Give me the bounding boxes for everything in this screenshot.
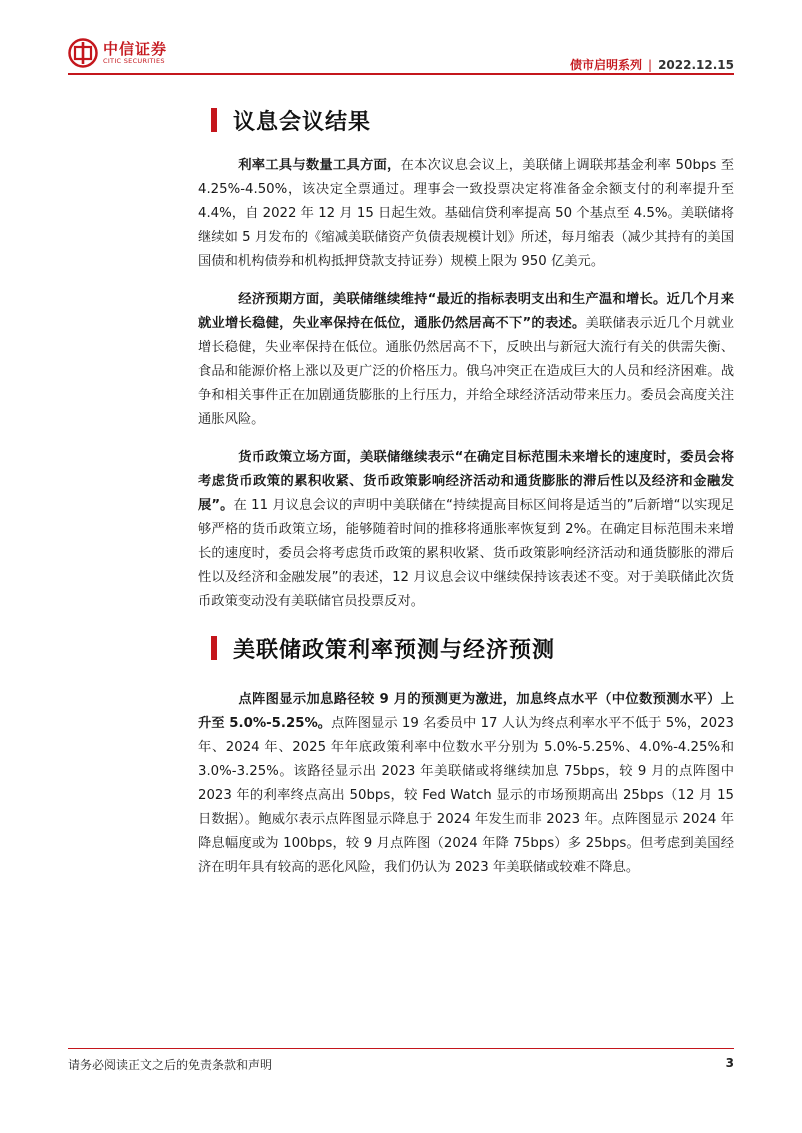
paragraph-text: 美联储表示近几个月就业增长稳健，失业率保持在低位。通胀仍然居高不下，反映出与新冠大流行有关的供需失衡、食品和能源价格上涨以及更广泛的价格压力。俄乌冲突正在造成巨大的人员和经济困难。战争和相关事件正在加剧通货膨胀的上行压力，并给全球经济活动带来压力。委员会高度关注通胀风险。 <box>198 316 734 427</box>
section-marker <box>211 636 217 660</box>
page-number: 3 <box>725 1056 734 1070</box>
paragraph-rate-tools <box>68 154 734 274</box>
footer-divider <box>68 1048 734 1049</box>
header-separator: | <box>648 57 653 72</box>
citic-logo-icon <box>68 38 98 68</box>
paragraph-text: 在 11 月议息会议的声明中美联储在“持续提高目标区间将是适当的”后新增“以实现足够严格的货币政策立场，能够随着时间的推移将通胀率恢复到 2%。在确定目标范围未来增长的速度时，委员会将考虑货币政策的累积收紧、货币政策影响经济活动和通货膨胀的滞后性以及经济和金融发展”的表述，12 月议息会议中继续保持该表述不变。对于美联储此次货币政策变动没有美联储官员投票反对。 <box>198 498 734 609</box>
paragraph-policy-stance <box>68 446 734 614</box>
paragraph-dot-plot <box>68 688 734 880</box>
section-title: 议息会议结果 <box>233 109 372 135</box>
header-divider <box>68 73 734 75</box>
paragraph-text: 在本次议息会议上，美联储上调联邦基金利率 50bps 至 4.25%-4.50%，该决定全票通过。理事会一致投票决定将准备金余额支付的利率提升至 4.4%，自 2022 年 12 月 15 日起生效。基础信贷利率提高 50 个基点至 4.5%。美联储将继续如 5 月发布的《缩减美联储资产负债表规模计划》所述，每月缩表（减少其持有的美国国债和机构债券和机构抵押贷款支持证券）规模上限为 950 亿美元。 <box>198 158 735 269</box>
report-date: 2022.12.15 <box>658 57 734 72</box>
paragraph-lead: 利率工具与数量工具方面， <box>238 158 401 173</box>
citic-logo <box>68 38 167 68</box>
page-header <box>0 0 802 82</box>
logo-english-name: CITIC SECURITIES <box>103 56 165 65</box>
header-meta <box>570 56 734 73</box>
page-content <box>68 100 734 880</box>
paragraph-text: 点阵图显示 19 名委员中 17 人认为终点利率水平不低于 5%，2023 年、2024 年、2025 年年底政策利率中位数水平分别为 5.0%-5.25%、4.0%-4.25%和 3.0%-3.25%。该路径显示出 2023 年美联储或将继续加息 75bps，较 9 月的点阵图中 2023 年的利率终点高出 50bps，较 Fed Watch 显示的市场预期高出 25bps（12 月 15 日数据）。鲍威尔表示点阵图显示降息于 2024 年发生而非 2023 年。点阵图显示 2024 年降息幅度或为 100bps，较 9 月点阵图（2024 年降 75bps）多 25bps。但考虑到美国经济在明年具有较高的恶化风险，我们仍认为 2023 年美联储或较难不降息。 <box>198 716 734 875</box>
paragraph-lead: 经济预期方面，美联储继续维持“最近的指标表明支出和生产温和增长。近几个月来就业增长稳健，失业率保持在低位，通胀仍然居高不下”的表述。 <box>198 292 734 331</box>
paragraph-lead: 货币政策立场方面，美联储继续表示“在确定目标范围未来增长的速度时，委员会将考虑货币政策的累积收紧、货币政策影响经济活动和通货膨胀的滞后性以及经济和金融发展”。 <box>198 450 734 513</box>
footer-disclaimer: 请务必阅读正文之后的免责条款和声明 <box>68 1058 273 1072</box>
paragraph-lead: 点阵图显示加息路径较 9 月的预测更为激进，加息终点水平（中位数预测水平）上升至 5.0%-5.25%。 <box>198 692 734 731</box>
paragraph-economic-outlook <box>68 288 734 432</box>
section-heading <box>68 100 734 140</box>
section-marker <box>211 108 217 132</box>
report-series: 债市启明系列 <box>570 58 643 72</box>
section-title: 美联储政策利率预测与经济预测 <box>233 637 556 663</box>
section-heading <box>68 628 734 668</box>
logo-chinese-name: 中信证券 <box>103 39 168 58</box>
